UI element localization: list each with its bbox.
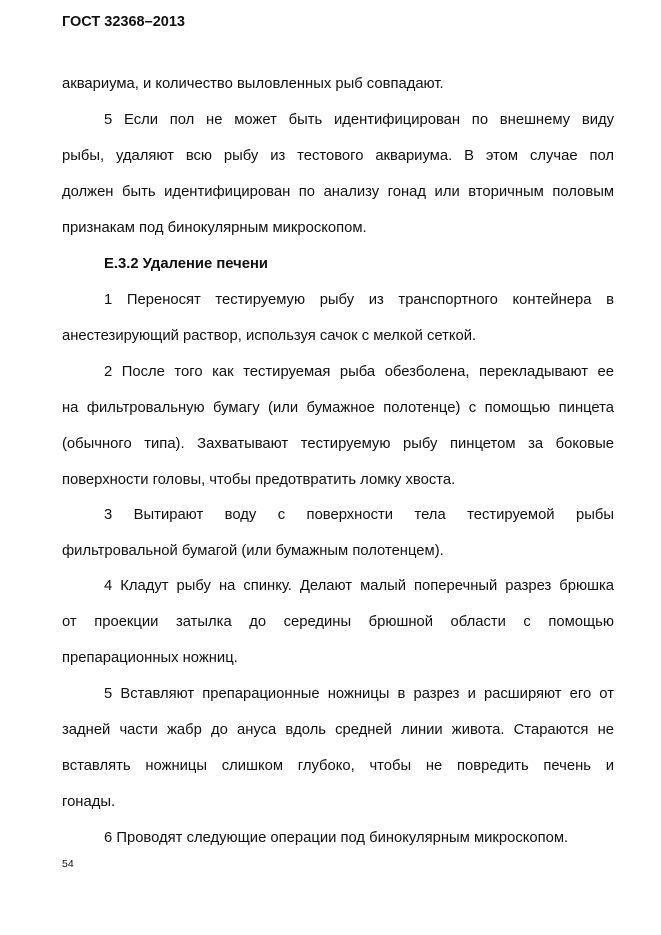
text-line: фильтровальной бумагой (или бумажным полотенцем). — [62, 543, 444, 559]
text-line: рыбы, удаляют всю рыбу из тестового аквариума. В этом случае пол — [62, 148, 614, 164]
text-line: 4 Кладут рыбу на спинку. Делают малый поперечный разрез брюшка — [104, 578, 614, 594]
paragraph-step-6 — [62, 820, 614, 856]
text-line: 3 Вытирают воду с поверхности тела тестируемой рыбы — [104, 507, 614, 523]
section-heading — [62, 246, 614, 282]
text-line: от проекции затылка до середины брюшной области с помощью — [62, 614, 614, 630]
paragraph-step-1 — [62, 282, 614, 354]
text-line: 6 Проводят следующие операции под бинокулярным микроскопом. — [104, 830, 569, 846]
text-line: Е.3.2 Удаление печени — [104, 256, 269, 272]
page-number: 54 — [62, 858, 74, 870]
text-line: 2 После того как тестируемая рыба обезболена, перекладывают ее — [104, 364, 614, 380]
text-line: поверхности головы, чтобы предотвратить ломку хвоста. — [62, 472, 456, 488]
document-header: ГОСТ 32368–2013 — [62, 14, 185, 30]
text-line: 5 Вставляют препарационные ножницы в разрез и расширяют его от — [104, 686, 614, 702]
text-line: 5 Если пол не может быть идентифицирован по внешнему виду — [104, 112, 614, 128]
paragraph-item-5-sex-identification — [62, 102, 614, 246]
text-line: на фильтровальную бумагу (или бумажное полотенце) с помощью пинцета — [62, 400, 614, 416]
text-line: анестезирующий раствор, используя сачок с мелкой сеткой. — [62, 328, 477, 344]
text-line: признакам под бинокулярным микроскопом. — [62, 220, 367, 236]
text-line: (обычного типа). Захватывают тестируемую рыбу пинцетом за боковые — [62, 436, 614, 452]
text-line: вставлять ножницы слишком глубоко, чтобы не повредить печень и — [62, 758, 614, 774]
text-line: задней части жабр до ануса вдоль средней линии живота. Стараются не — [62, 722, 614, 738]
paragraph-step-3 — [62, 497, 614, 569]
paragraph-step-5 — [62, 676, 614, 820]
text-line: аквариума, и количество выловленных рыб совпадают. — [62, 76, 444, 92]
text-line: гонады. — [62, 794, 116, 810]
text-line: препарационных ножниц. — [62, 650, 238, 666]
text-line: 1 Переносят тестируемую рыбу из транспортного контейнера в — [104, 292, 614, 308]
paragraph-step-2 — [62, 354, 614, 498]
paragraph-step-4 — [62, 568, 614, 676]
paragraph-continuation — [62, 66, 614, 102]
text-line: должен быть идентифицирован по анализу гонад или вторичным половым — [62, 184, 614, 200]
